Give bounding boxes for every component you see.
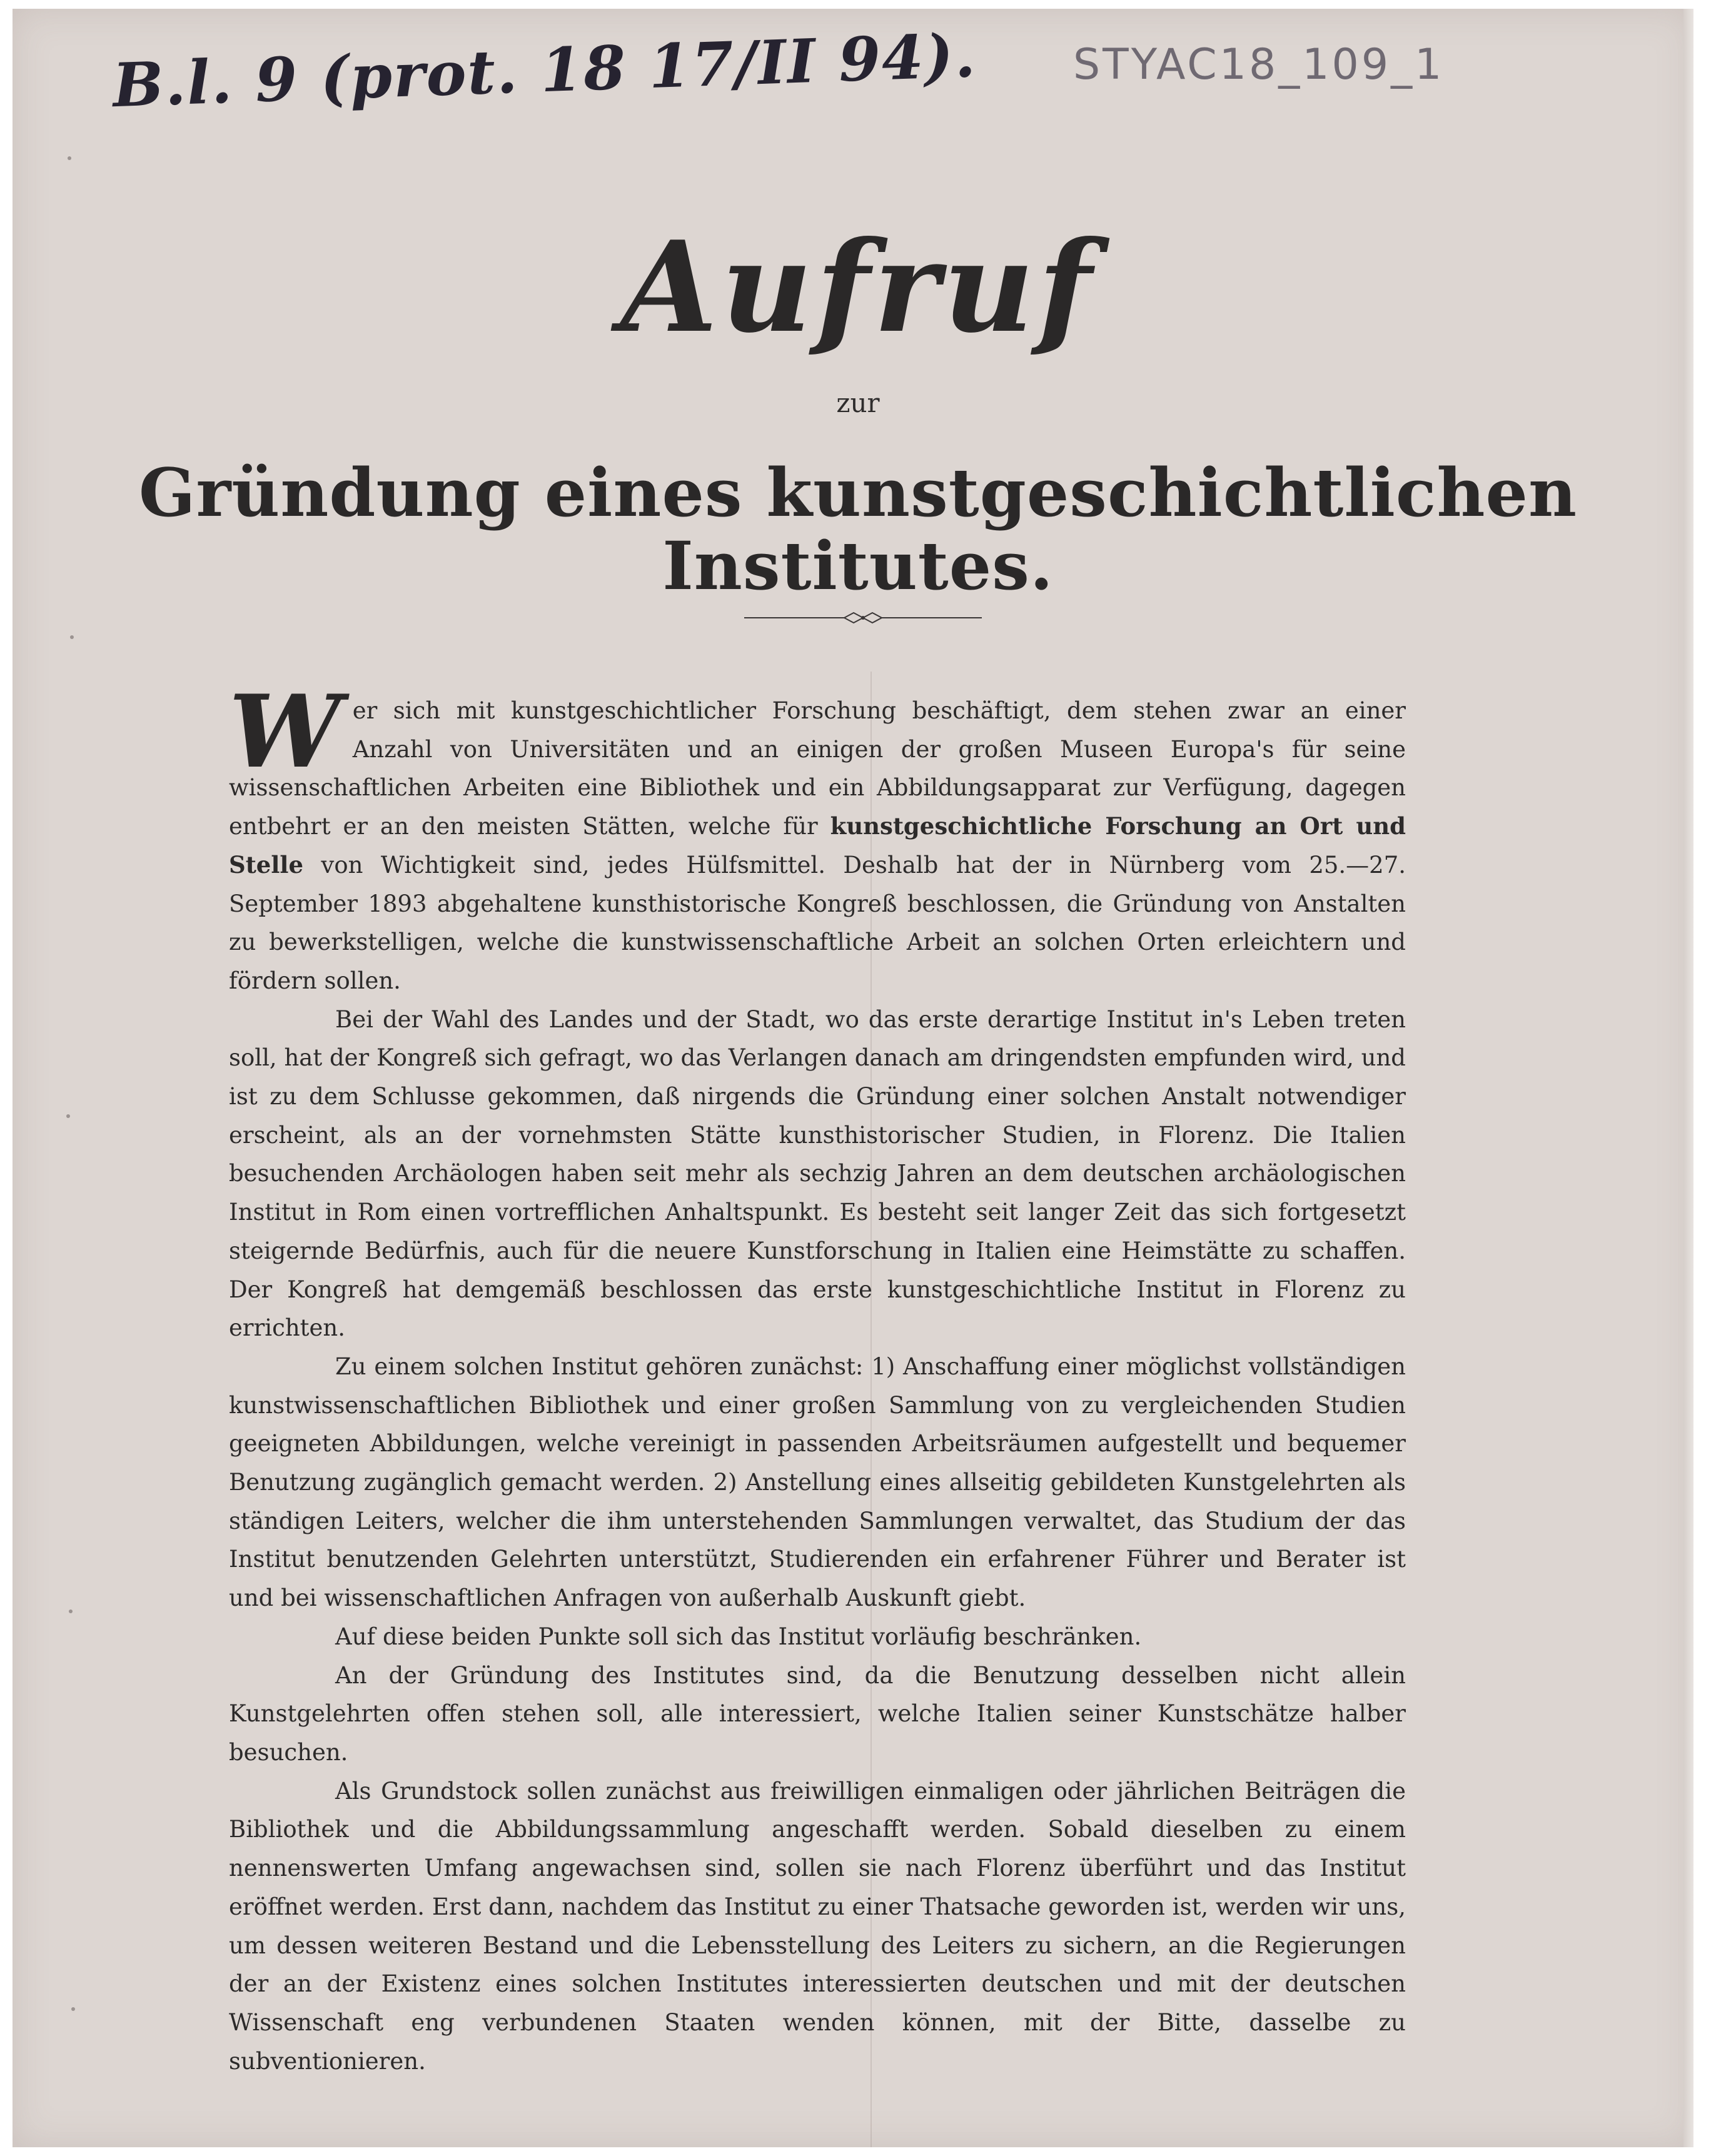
margin-mark — [71, 2007, 75, 2011]
margin-mark — [70, 635, 74, 639]
archive-id-stamp: STYAC18_109_1 — [1073, 40, 1445, 89]
page-subtitle: Gründung eines kunstgeschichtlichen Institutes. — [138, 453, 1578, 605]
paragraph-1-lead: er sich mit kunstgeschichtlicher Forschung beschäftigt, dem stehen zwar an einer Anzahl von Universitäten und an einigen der großen Museen Europa's für seine wissenschaftlichen Arbeiten eine Bibliothek und ein Abbildungsapparat zur Verfügung, dagegen entbehrt er an den meisten Stätten, welche für — [229, 697, 1406, 840]
margin-mark — [66, 1114, 70, 1118]
ornament-divider — [738, 605, 988, 630]
drop-cap: W — [229, 673, 341, 790]
paragraph-1-emphasis: kunstgeschichtliche Forschung an Ort und Stelle — [229, 812, 1406, 879]
paragraph-5: An der Gründung des Institutes sind, da die Benutzung desselben nicht allein Kunstgelehrten offen stehen soll, alle interessiert, welche Italien seiner Kunstschätze halber besuchen. — [229, 1661, 1406, 1766]
paragraph-1 — [229, 673, 1406, 1000]
body-text — [229, 673, 1406, 2080]
paragraph-6: Als Grundstock sollen zunächst aus freiwilligen einmaligen oder jährlichen Beiträgen die Bibliothek und die Abbildungssammlung angeschafft werden. Sobald dieselben zu einem nennenswerten Umfang angewachsen sind, sollen sie nach Florenz überführt und das Institut eröffnet werden. Erst dann, nachdem das Institut zu einer Thatsache geworden ist, werden wir uns, um dessen weiteren Bestand und die Lebensstellung des Leiters zu sichern, an die Regierungen der an der Existenz eines solchen Institutes interessierten deutschen und mit der deutschen Wissenschaft eng verbundenen Staaten wenden können, mit der Bitte, dasselbe zu subventionieren. — [229, 1777, 1406, 2075]
paragraph-2: Bei der Wahl des Landes und der Stadt, wo das erste derartige Institut in's Leben treten soll, hat der Kongreß sich gefragt, wo das Verlangen danach am dringendsten empfunden wird, und ist zu dem Schlusse gekommen, daß nirgends die Gründung einer solchen Anstalt notwendiger erscheint, als an der vornehmsten Stätte kunsthistorischer Studien, in Florenz. Die Italien besuchenden Archäologen haben seit mehr als sechzig Jahren an dem deutschen archäologischen Institut in Rom einen vortrefflichen Anhaltspunkt. Es besteht seit langer Zeit das sich fortgesetzt steigernde Bedürfnis, auch für die neuere Kunstforschung in Italien eine Heimstätte zu schaffen. Der Kongreß hat demgemäß beschlossen das erste kunstgeschichtliche Institut in Florenz zu errichten. — [229, 1005, 1406, 1342]
margin-mark — [68, 156, 71, 160]
handwritten-shelfmark: B.l. 9 (prot. 18 17/II 94). — [111, 19, 978, 121]
title-connector: zur — [836, 388, 880, 418]
paragraph-1-tail: von Wichtigkeit sind, jedes Hülfsmittel. Deshalb hat der in Nürnberg vom 25.—27. September 1893 abgehaltene kunsthistorische Kongreß beschlossen, die Gründung von Anstalten zu bewerkstelligen, welche die kunstwissenschaftliche Arbeit an solchen Orten erleichtern und fördern sollen. — [229, 851, 1406, 994]
page-title: Aufruf — [620, 214, 1096, 361]
margin-mark — [69, 1609, 73, 1613]
paragraph-4: Auf diese beiden Punkte soll sich das Institut vorläufig beschränken. — [335, 1623, 1142, 1650]
paragraph-3: Zu einem solchen Institut gehören zunächst: 1) Anschaffung einer möglichst vollständigen kunstwissenschaftlichen Bibliothek und einer großen Sammlung von zu vergleichenden Studien geeigneten Abbildungen, welche vereinigt in passenden Arbeitsräumen aufgestellt und bequemer Benutzung zugänglich gemacht werden. 2) Anstellung eines allseitig gebildeten Kunstgelehrten als ständigen Leiters, welcher die ihm unterstehenden Sammlungen verwaltet, das Studium der das Institut benutzenden Gelehrten unterstützt, Studierenden ein erfahrener Führer und Berater ist und bei wissenschaftlichen Anfragen von außerhalb Auskunft giebt. — [229, 1353, 1406, 1612]
